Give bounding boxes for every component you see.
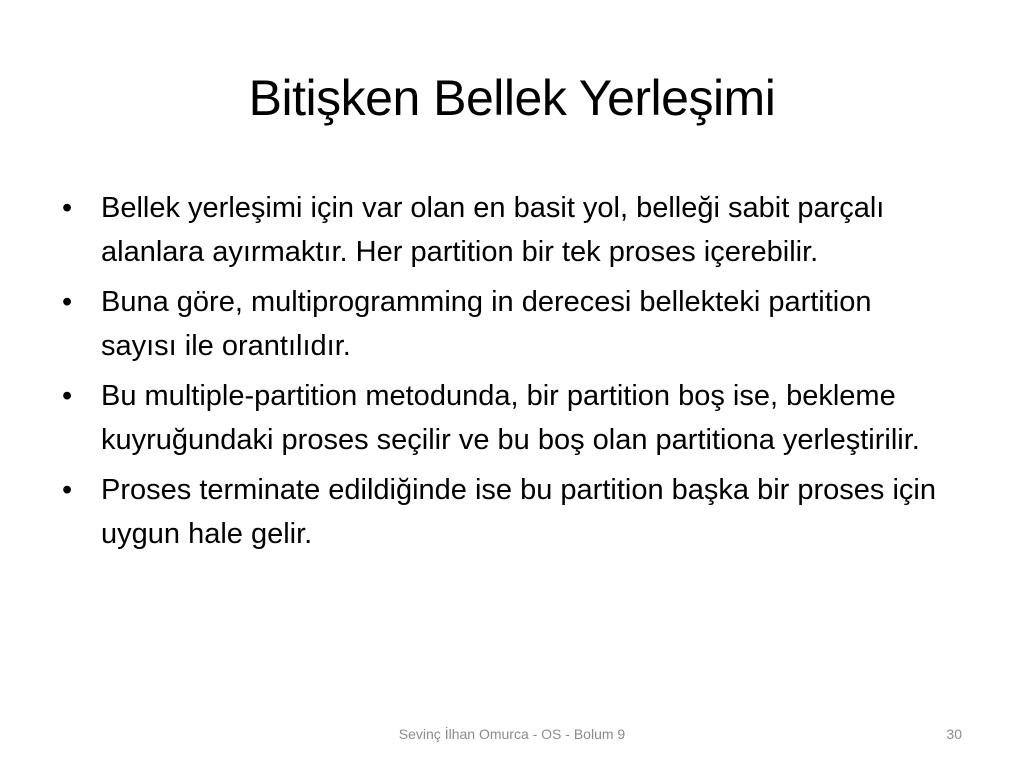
page-number: 30 bbox=[946, 726, 962, 742]
bullet-item bbox=[62, 374, 942, 462]
bullet-item bbox=[62, 468, 942, 556]
bullet-list bbox=[62, 186, 942, 562]
footer-text: Sevinç İlhan Omurca - OS - Bolum 9 bbox=[398, 726, 626, 742]
bullet-text: Proses terminate edildiğinde ise bu partition başka bir proses için uygun hale gelir. bbox=[101, 474, 936, 550]
bullet-dot-icon: • bbox=[62, 474, 73, 506]
bullet-dot-icon: • bbox=[62, 192, 73, 224]
bullet-text: Buna göre, multiprogramming in derecesi bellekteki partition sayısı ile orantılıdır. bbox=[101, 286, 872, 362]
slide-title: Bitişken Bellek Yerleşimi bbox=[248, 70, 776, 126]
bullet-item bbox=[62, 186, 942, 274]
bullet-item bbox=[62, 280, 942, 368]
bullet-text: Bellek yerleşimi için var olan en basit yol, belleği sabit parçalı alanlara ayırmaktır. Her partition bir tek proses içerebilir. bbox=[101, 192, 885, 268]
bullet-dot-icon: • bbox=[62, 286, 73, 318]
bullet-text: Bu multiple-partition metodunda, bir partition boş ise, bekleme kuyruğundaki proses seçilir ve bu boş olan partitiona yerleştirilir. bbox=[101, 380, 920, 456]
bullet-dot-icon: • bbox=[62, 380, 73, 412]
